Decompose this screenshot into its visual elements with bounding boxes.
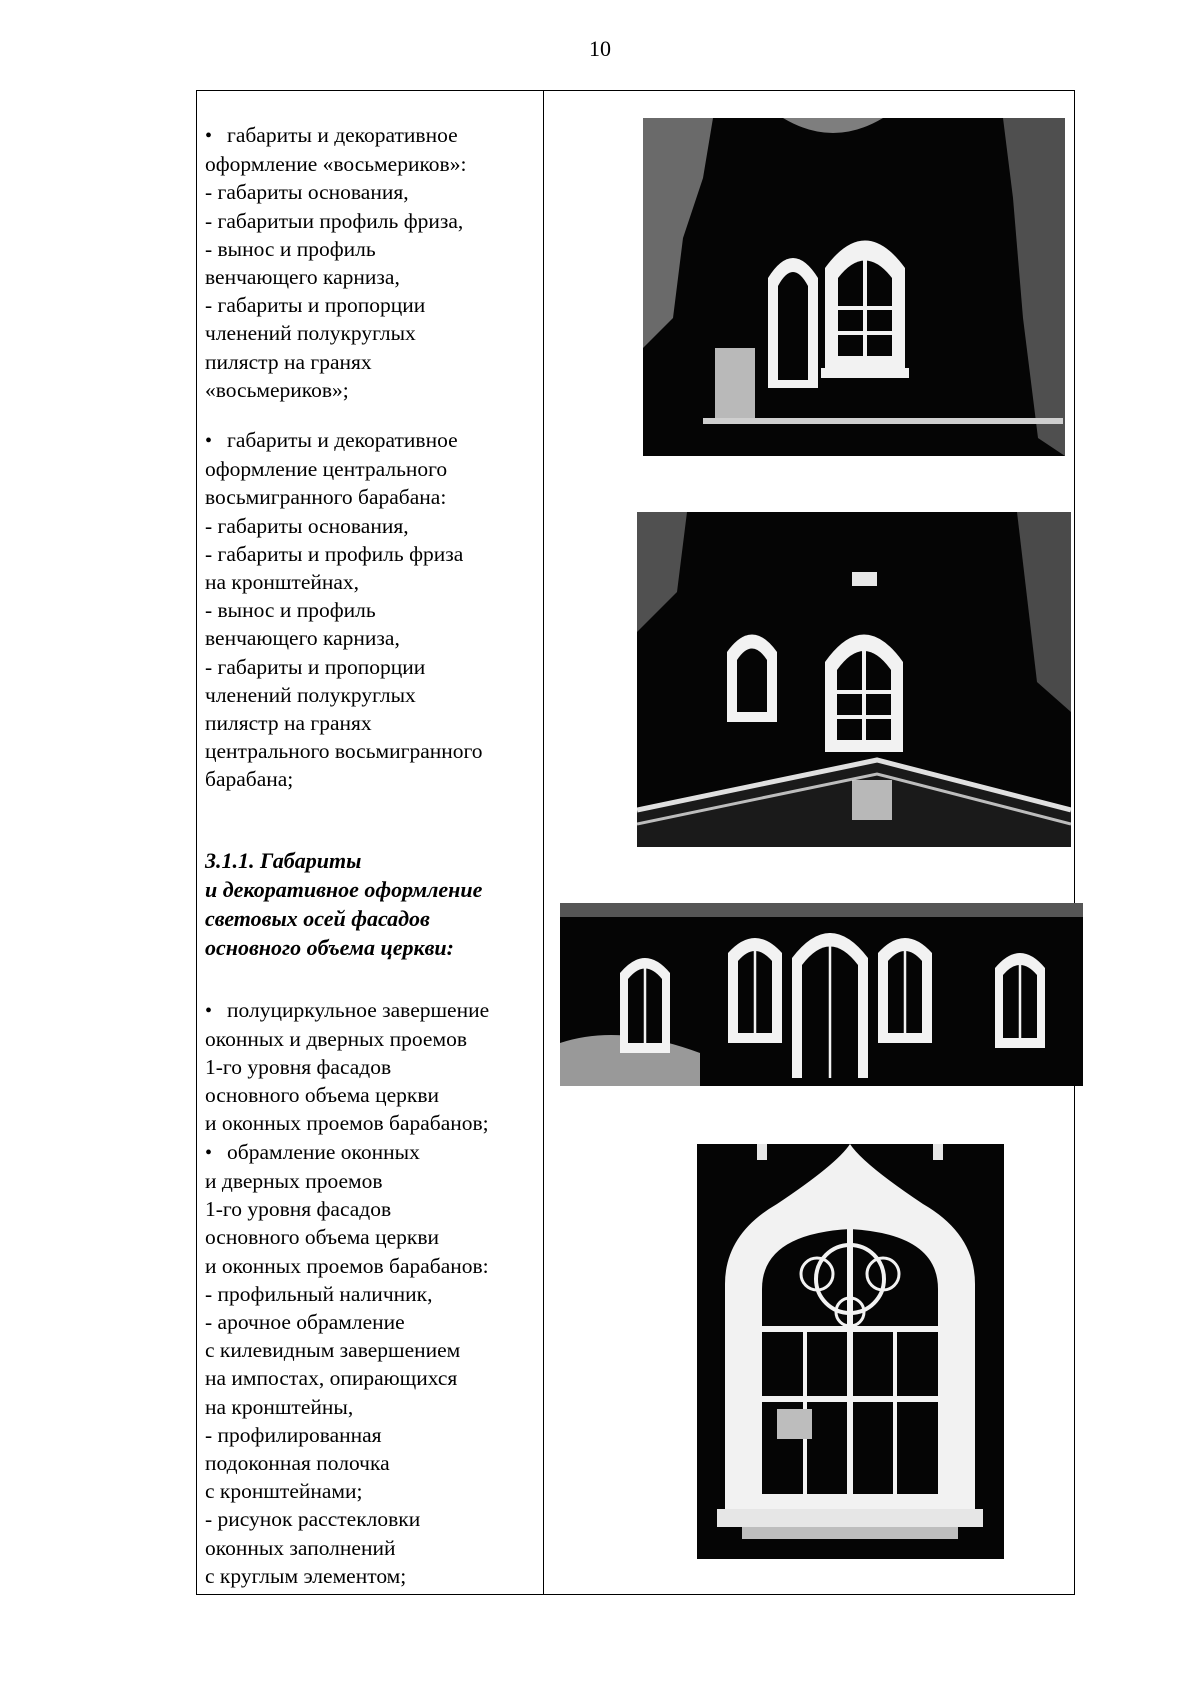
text-line: - габариты основания, (205, 513, 409, 538)
text-line: оформление «восьмериков»: (205, 152, 467, 177)
text-line: оконных и дверных проемов (205, 1026, 467, 1051)
section-heading: и декоративное оформление (205, 876, 483, 902)
bullet-item-framing: • обрамление оконных (205, 1138, 545, 1167)
text-line: с килевидным завершением (205, 1338, 461, 1363)
text-line: - габариты основания, (205, 180, 409, 205)
photo-window-closeup (697, 1144, 1004, 1559)
text-line: венчающего карниза, (205, 626, 400, 651)
text-line: венчающего карниза, (205, 265, 400, 290)
text-line: - вынос и профиль (205, 236, 376, 261)
text-line: и оконных проемов барабанов; (205, 1111, 489, 1136)
text-line: пилястр на гранях (205, 711, 372, 736)
text-column (205, 121, 545, 1590)
text-line: основного объема церкви (205, 1083, 439, 1108)
page-number: 10 (589, 36, 611, 61)
text-line: на кронштейнах, (205, 570, 360, 595)
text-line: - габариты и пропорции (205, 293, 426, 318)
text-line: - рисунок расстекловки (205, 1507, 421, 1532)
text-line: на импостах, опирающихся (205, 1366, 458, 1391)
bullet-item-semicircular: • полуциркульное завершение (205, 996, 545, 1025)
text-line: - профилированная (205, 1422, 382, 1447)
section-heading: основного объема церкви: (205, 934, 454, 960)
text-line: основного объема церкви (205, 1225, 439, 1250)
text-line: - габариты и пропорции (205, 654, 426, 679)
text-line: центрального восьмигранного (205, 739, 483, 764)
text-line: «восьмериков»; (205, 377, 349, 402)
text-line: - профильный наличник, (205, 1281, 433, 1306)
text-line: и дверных проемов (205, 1168, 383, 1193)
text-line: с круглым элементом; (205, 1563, 407, 1588)
photo-central-drum (637, 512, 1071, 847)
text-line: членений полукруглых (205, 321, 416, 346)
text-line: пилястр на гранях (205, 349, 372, 374)
text-line: 1-го уровня фасадов (205, 1197, 392, 1222)
text-line: 1-го уровня фасадов (205, 1055, 392, 1080)
text-line: - габаритыи профиль фриза, (205, 208, 464, 233)
text-line: с кронштейнами; (205, 1479, 363, 1504)
bullet-item-central-drum: • габариты и декоративное (205, 426, 545, 455)
section-heading: световых осей фасадов (205, 905, 430, 931)
text-line: - габариты и профиль фриза (205, 541, 464, 566)
text-line: - вынос и профиль (205, 598, 376, 623)
photo-facade-windows (560, 903, 1083, 1086)
photo-octagon-drum (643, 118, 1065, 456)
text-line: и оконных проемов барабанов: (205, 1253, 489, 1278)
text-line: восьмигранного барабана: (205, 485, 447, 510)
text-line: членений полукруглых (205, 682, 416, 707)
text-line: оформление центрального (205, 457, 448, 482)
bullet-item-octagons: • габариты и декоративное (205, 121, 545, 150)
text-line: барабана; (205, 767, 294, 792)
text-line: - арочное обрамление (205, 1309, 405, 1334)
section-heading: 3.1.1. Габариты (205, 847, 362, 873)
text-line: оконных заполнений (205, 1535, 396, 1560)
text-line: на кронштейны, (205, 1394, 354, 1419)
text-line: подоконная полочка (205, 1450, 390, 1475)
